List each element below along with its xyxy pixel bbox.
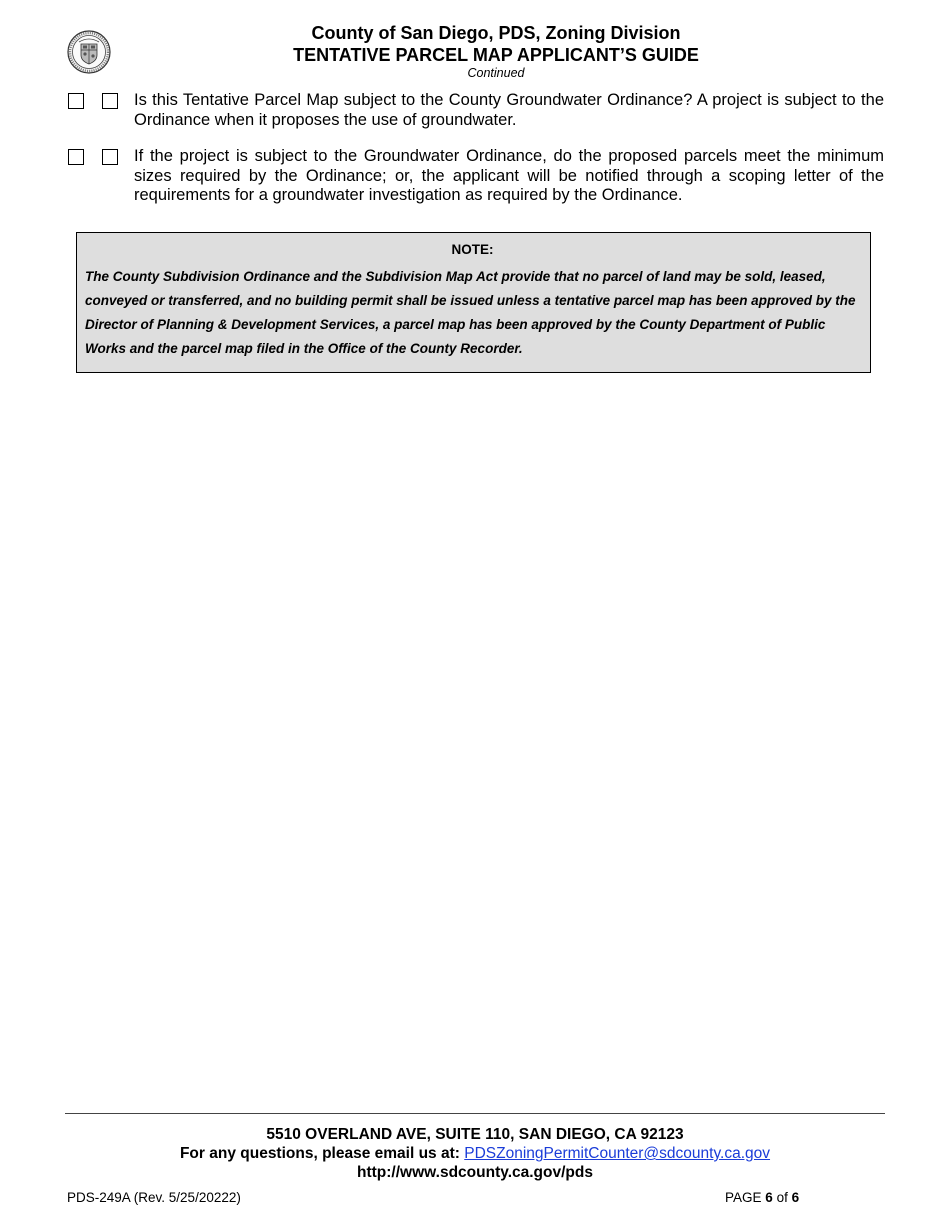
footer-divider bbox=[65, 1113, 885, 1114]
header-continued: Continued bbox=[467, 66, 525, 80]
checkbox-no[interactable] bbox=[102, 149, 118, 165]
checklist-item-text: If the project is subject to the Groundwater Ordinance, do the proposed parcels meet the minimum sizes required by the Ordinance; or, the applicant will be notified through a scoping letter of the requirements for a groundwater investigation as required by the Ordinance. bbox=[134, 147, 884, 204]
checkbox-yes[interactable] bbox=[68, 93, 84, 109]
checkbox-yes[interactable] bbox=[68, 149, 84, 165]
footer-website: http://www.sdcounty.ca.gov/pds bbox=[357, 1164, 593, 1181]
footer-questions-label: For any questions, please email us at: bbox=[179, 1145, 460, 1162]
page-number bbox=[725, 1190, 799, 1205]
checkbox-no[interactable] bbox=[102, 93, 118, 109]
footer bbox=[0, 1125, 950, 1182]
footer-email-link[interactable]: PDSZoningPermitCounter@sdcounty.ca.gov bbox=[464, 1145, 771, 1162]
checklist-item bbox=[68, 147, 884, 206]
note-body: The County Subdivision Ordinance and the Subdivision Map Act provide that no parcel of land may be sold, leased, conveyed or transferred, and no building permit shall be issued unless a tentative parcel map has been approved by the Director of Planning & Development Services, a parcel map has been approved by the County Department of Public Works and the parcel map filed in the Office of the County Recorder. bbox=[85, 269, 856, 356]
checklist-item bbox=[68, 91, 884, 130]
footer-contact-line bbox=[0, 1144, 950, 1163]
page-of: of bbox=[776, 1190, 788, 1205]
form-id: PDS-249A (Rev. 5/25/20222) bbox=[67, 1190, 241, 1205]
footer-address: 5510 OVERLAND AVE, SUITE 110, SAN DIEGO, CA 92123 bbox=[266, 1126, 684, 1143]
page-label: PAGE bbox=[725, 1190, 762, 1205]
header-title-guide: TENTATIVE PARCEL MAP APPLICANT’S GUIDE bbox=[293, 45, 699, 65]
page-current: 6 bbox=[765, 1190, 773, 1205]
note-title: NOTE: bbox=[451, 242, 494, 257]
checklist-item-text: Is this Tentative Parcel Map subject to the County Groundwater Ordinance? A project is subject to the Ordinance when it proposes the use of groundwater. bbox=[134, 91, 884, 129]
document-header bbox=[0, 22, 950, 81]
header-title-county: County of San Diego, PDS, Zoning Division bbox=[311, 23, 681, 43]
page-total: 6 bbox=[791, 1190, 800, 1205]
note-box bbox=[76, 232, 871, 373]
